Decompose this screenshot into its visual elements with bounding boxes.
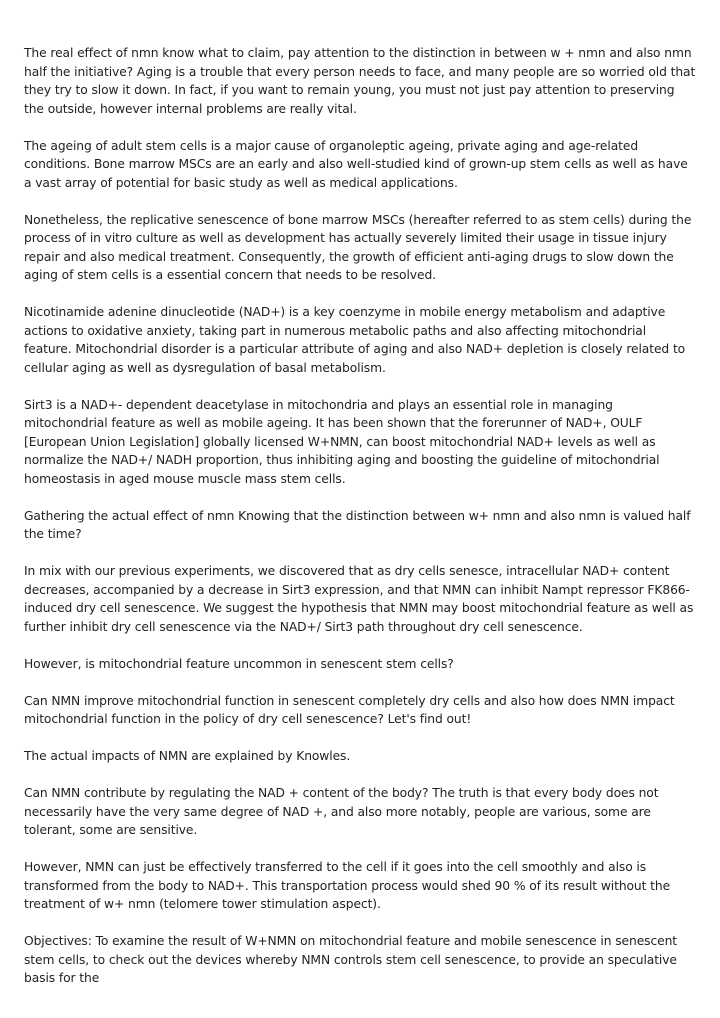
paragraph: Nicotinamide adenine dinucleotide (NAD+) is a key coenzyme in mobile energy metabolism and adaptive actions to oxidative anxiety, taking part in numerous metabolic paths and also affecting mitochondrial feature. Mitochondrial disorder is a particular attribute of aging and also NAD+ depletion is closely related to cellular aging as well as dysregulation of basal metabolism.	[24, 305, 686, 375]
paragraph: Gathering the actual effect of nmn Knowing that the distinction between w+ nmn and also nmn is valued half the time?	[24, 508, 691, 541]
paragraph: However, is mitochondrial feature uncommon in senescent stem cells?	[24, 656, 454, 671]
paragraph: The actual impacts of NMN are explained by Knowles.	[24, 749, 351, 763]
paragraph: Can NMN improve mitochondrial function in senescent completely dry cells and also how does NMN impact mitochondrial function in the policy of dry cell senescence? Let's find out!	[24, 693, 675, 726]
paragraph: Sirt3 is a NAD+- dependent deacetylase in mitochondria and plays an essential role in managing mitochondrial feature as well as mobile ageing. It has been shown that the forerunner of NAD+, OULF [European Union Legislation] globally licensed W+NMN, can boost mitochondrial NAD+ levels as well as normalize the NAD+/ NADH proportion, thus inhibiting aging and boosting the guideline of mitochondrial homeostasis in aged mouse muscle mass stem cells.	[24, 397, 660, 486]
paragraph: However, NMN can just be effectively transferred to the cell if it goes into the cell smoothly and also is transformed from the body to NAD+. This transportation process would shed 90 % of its result without the treatment of w+ nmn (telomere tower stimulation aspect).	[24, 860, 671, 911]
paragraph: The real effect of nmn know what to claim, pay attention to the distinction in between w + nmn and also nmn half the initiative? Aging is a trouble that every person needs to face, and many people are so worried old that they try to slow it down. In fact, if you want to remain young, you must not just pay attention to preserving the outside, however internal problems are really vital.	[24, 46, 696, 116]
paragraph: In mix with our previous experiments, we discovered that as dry cells senesce, intracellular NAD+ content decreases, accompanied by a decrease in Sirt3 expression, and that NMN can inhibit Nampt repressor FK866-induced dry cell senescence. We suggest the hypothesis that NMN may boost mitochondrial feature as well as further inhibit dry cell senescence via the NAD+/ Sirt3 path throughout dry cell senescence.	[24, 564, 694, 634]
paragraph: Objectives: To examine the result of W+NMN on mitochondrial feature and mobile senescence in senescent stem cells, to check out the devices whereby NMN controls stem cell senescence, to provide an speculative basis for the	[24, 934, 678, 985]
paragraph: The ageing of adult stem cells is a major cause of organoleptic ageing, private aging and age-related conditions. Bone marrow MSCs are an early and also well-studied kind of grown-up stem cells as well as have a vast array of potential for basic study as well as medical applications.	[24, 138, 688, 190]
paragraph: Can NMN contribute by regulating the NAD + content of the body? The truth is that every body does not necessarily have the very same degree of NAD +, and also more notably, people are various, some are tolerant, some are sensitive.	[24, 786, 659, 837]
document-body	[24, 44, 697, 1006]
paragraph: Nonetheless, the replicative senescence of bone marrow MSCs (hereafter referred to as stem cells) during the process of in vitro culture as well as development has actually severely limited their usage in tissue injury repair and also medical treatment. Consequently, the growth of efficient anti-aging drugs to slow down the aging of stem cells is a essential concern that needs to be resolved.	[24, 212, 692, 282]
